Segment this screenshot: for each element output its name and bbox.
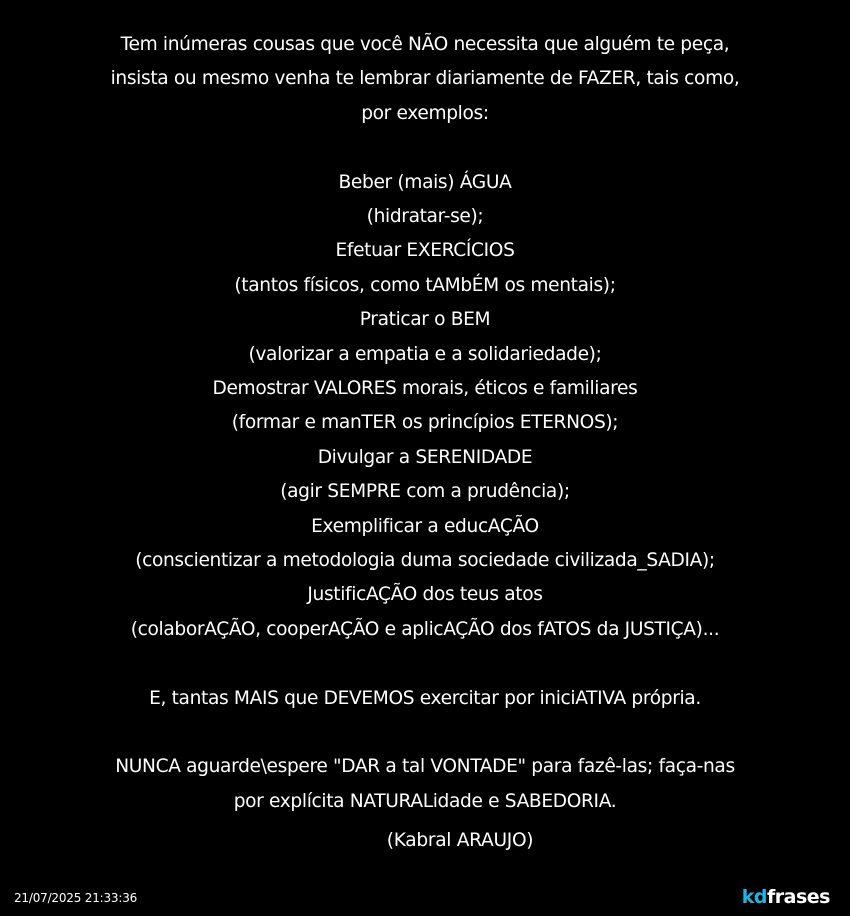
timestamp: 21/07/2025 21:33:36 — [14, 891, 138, 905]
quote-line: Praticar o BEM — [359, 309, 491, 331]
quote-author: (Kabral ARAUJO) — [386, 830, 534, 851]
quote-line: por exemplos: — [361, 102, 489, 124]
quote-blank-line — [16, 716, 834, 750]
quote-line: insista ou mesmo venha te lembrar diariamente de FAZER, tais como, — [110, 68, 740, 90]
quote-line: (tantos físicos, como tAMbÉM os mentais); — [234, 274, 616, 296]
quote-line: Tem inúmeras cousas que você NÃO necessita que alguém te peça, — [120, 34, 730, 55]
quote-line: Efetuar EXERCÍCIOS — [335, 240, 515, 262]
quote-line: (formar e manTER os princípios ETERNOS); — [231, 412, 619, 434]
quote-line: (hidratar-se); — [366, 206, 484, 228]
quote-line: (conscientizar a metodologia duma sociedade civilizada_SADIA); — [135, 550, 715, 572]
quote-line: Beber (mais) ÁGUA — [338, 171, 512, 193]
quote-line: (agir SEMPRE com a prudência); — [280, 481, 570, 503]
quote-line: Exemplificar a educAÇÃO — [311, 515, 539, 537]
kdfrases-logo[interactable] — [742, 886, 830, 908]
quote-line: por explícita NATURALidade e SABEDORIA. — [233, 790, 617, 812]
quote-line: E, tantas MAIS que DEVEMOS exercitar por iniciATIVA própria. — [149, 687, 701, 709]
quote-line: Divulgar a SERENIDADE — [317, 446, 533, 468]
quote-line: NUNCA aguarde\espere "DAR a tal VONTADE" para fazê-las; faça-nas — [115, 756, 735, 778]
brand-logo-prefix: kd — [741, 886, 768, 908]
quote-line: JustificAÇÃO dos teus atos — [307, 584, 543, 606]
quote-line: (colaborAÇÃO, cooperAÇÃO e aplicAÇÃO dos fATOS da JUSTIÇA)... — [130, 618, 720, 640]
quote-blank-line — [16, 131, 834, 165]
quote-line: Demostrar VALORES morais, éticos e familiares — [212, 378, 638, 400]
quote-line: (valorizar a empatia e a solidariedade); — [248, 343, 602, 365]
quote-blank-line — [16, 647, 834, 681]
brand-logo-suffix: frases — [767, 886, 830, 908]
